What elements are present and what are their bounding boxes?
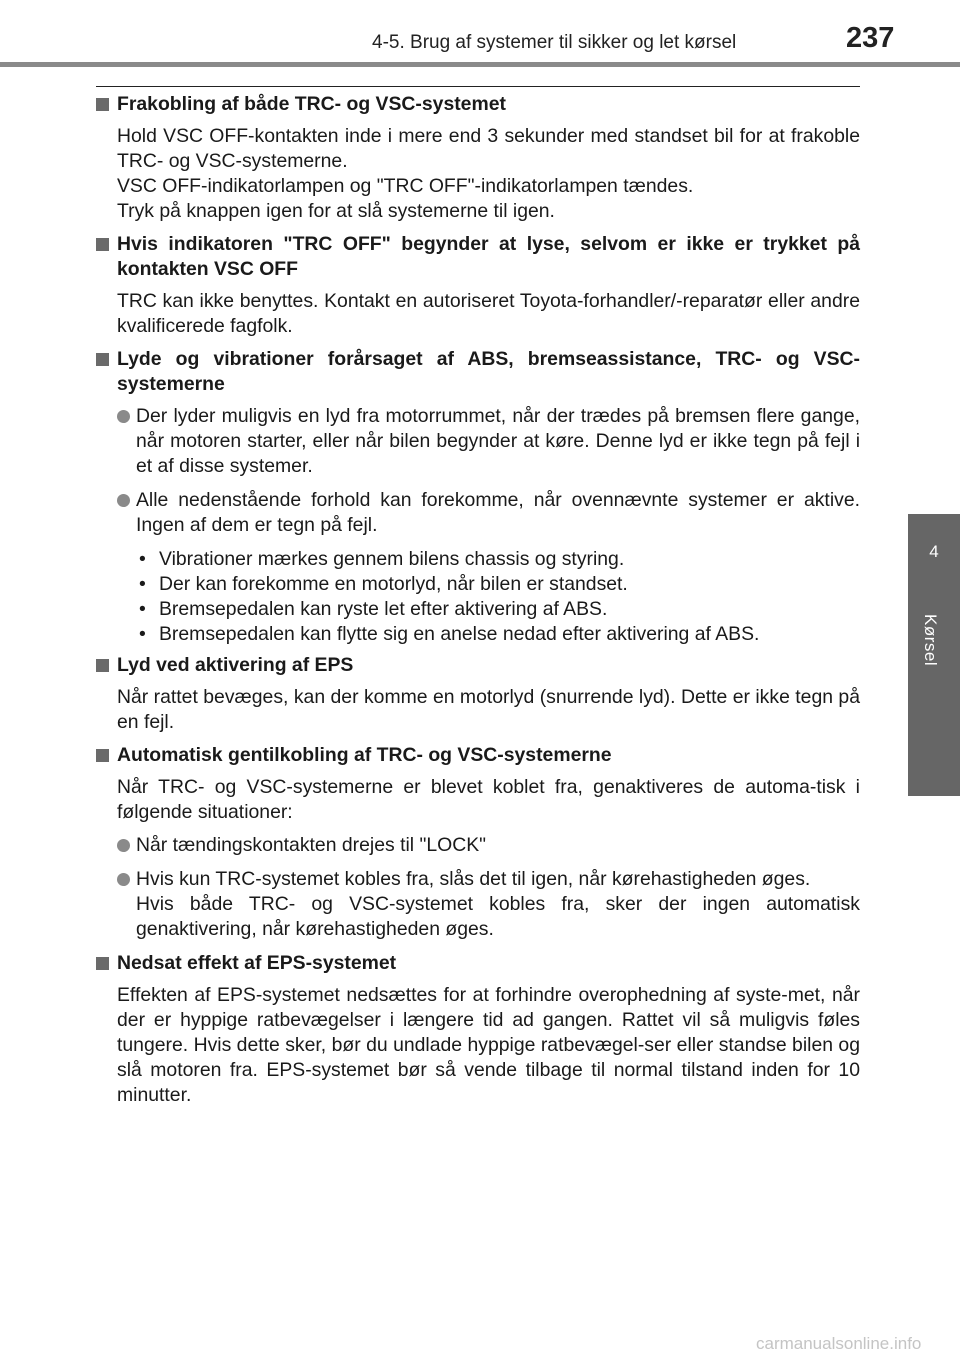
section-title-text: Lyde og vibrationer forårsaget af ABS, bremseassistance, TRC- og VSC-systemerne [117,348,860,395]
sub-list-item [136,572,860,597]
section-title-text: Nedsat effekt af EPS-systemet [117,952,397,974]
square-bullet-icon [96,238,109,251]
section-title [96,951,860,976]
dot-bullet-icon: • [139,573,146,595]
watermark: carmanualsonline.info [756,1334,922,1353]
section-title [96,653,860,678]
sub-list-item-text: Bremsepedalen kan ryste let efter aktivering af ABS. [159,598,608,620]
paragraph-line: Hold VSC OFF-kontakten inde i mere end 3 sekunder med standset bil for at frakoble TRC- og VSC-systemerne. [117,125,860,172]
square-bullet-icon [96,749,109,762]
paragraph: Effekten af EPS-systemet nedsættes for at forhindre overophedning af syste-met, når der er hyppige ratbevægelser i længere tid ad gangen. Rattet vil så muligvis føles tungere. Hvis dette sker, bør du undlade hyppige ratbevægel-ser eller standse bilen og slå motoren fra. EPS-systemet bør så vende tilbage til normal tilstand inden for 10 minutter. [117,984,860,1106]
section-title-text: Automatisk gentilkobling af TRC- og VSC-systemerne [117,744,612,766]
paragraph-line: VSC OFF-indikatorlampen og "TRC OFF"-indikatorlampen tændes. [117,175,694,197]
square-bullet-icon [96,659,109,672]
circle-bullet-icon [117,873,130,886]
circle-bullet-icon [117,839,130,852]
sub-list-item [136,547,860,572]
dot-bullet-icon: • [139,623,146,645]
sub-list [136,547,860,647]
section-eps-reduced [96,951,860,1108]
list-item-text: Der lyder muligvis en lyd fra motorrummet, når der trædes på bremsen flere gange, når motoren starter, eller når bilen begynder at køre. Denne lyd er ikke tegn på fejl i et af disse systemer. [136,405,860,477]
list-item-text: Når tændingskontakten drejes til "LOCK" [136,834,487,856]
sub-list-item-text: Bremsepedalen kan flytte sig en anelse nedad efter aktivering af ABS. [159,623,760,645]
circle-bullet-icon [117,410,130,423]
section-sounds-vibrations [96,347,860,647]
list-item-text: Alle nedenstående forhold kan forekomme, når ovennævnte systemer er aktive. Ingen af dem er tegn på fejl. [136,489,860,536]
paragraph [117,124,860,224]
section-title [96,92,860,117]
list-item [117,404,860,479]
dot-bullet-icon: • [139,598,146,620]
content-rule [96,86,860,87]
list-item [117,867,860,942]
section-title-text: Lyd ved aktivering af EPS [117,654,354,676]
square-bullet-icon [96,957,109,970]
section-title-text: Frakobling af både TRC- og VSC-systemet [117,93,506,115]
list-item [117,488,860,538]
side-tab-label: Kørsel [921,614,940,667]
paragraph-line: Tryk på knappen igen for at slå systemerne til igen. [117,200,555,222]
list-item-text: Hvis kun TRC-systemet kobles fra, slås det til igen, når kørehastigheden øges. [136,868,811,890]
sub-list-item [136,622,860,647]
section-title-text: Hvis indikatoren "TRC OFF" begynder at lyse, selvom er ikke er trykket på kontakten VSC OFF [117,233,860,280]
paragraph: Når rattet bevæges, kan der komme en motorlyd (snurrende lyd). Dette er ikke tegn på en fejl. [117,686,860,733]
page-number: 237 [846,22,895,54]
circle-bullet-icon [117,494,130,507]
list-item-text: Hvis både TRC- og VSC-systemet kobles fra, sker der ingen automatisk genaktivering, når kørehastigheden øges. [136,893,860,940]
paragraph: Når TRC- og VSC-systemerne er blevet koblet fra, genaktiveres de automa-tisk i følgende situationer: [117,776,860,823]
page-header [0,0,960,72]
list-item [117,833,860,858]
sub-list-item-text: Vibrationer mærkes gennem bilens chassis og styring. [159,548,625,570]
chapter-title: 4-5. Brug af systemer til sikker og let kørsel [372,32,737,53]
section-title [96,232,860,282]
square-bullet-icon [96,353,109,366]
paragraph: TRC kan ikke benyttes. Kontakt en autoriseret Toyota-forhandler/-reparatør eller andre kvalificerede fagfolk. [117,290,860,337]
section-eps-sound [96,653,860,735]
main-content [96,92,860,1116]
section-auto-reactivation [96,743,860,942]
square-bullet-icon [96,98,109,111]
sub-list-item-text: Der kan forekomme en motorlyd, når bilen er standset. [159,573,628,595]
section-title [96,347,860,397]
dot-bullet-icon: • [139,548,146,570]
section-trc-vsc-disable [96,92,860,224]
header-rule [0,62,960,67]
section-trc-off-indicator [96,232,860,339]
sub-list-item [136,597,860,622]
chapter-side-tab[interactable] [908,514,960,796]
side-tab-number: 4 [929,542,939,561]
section-title [96,743,860,768]
